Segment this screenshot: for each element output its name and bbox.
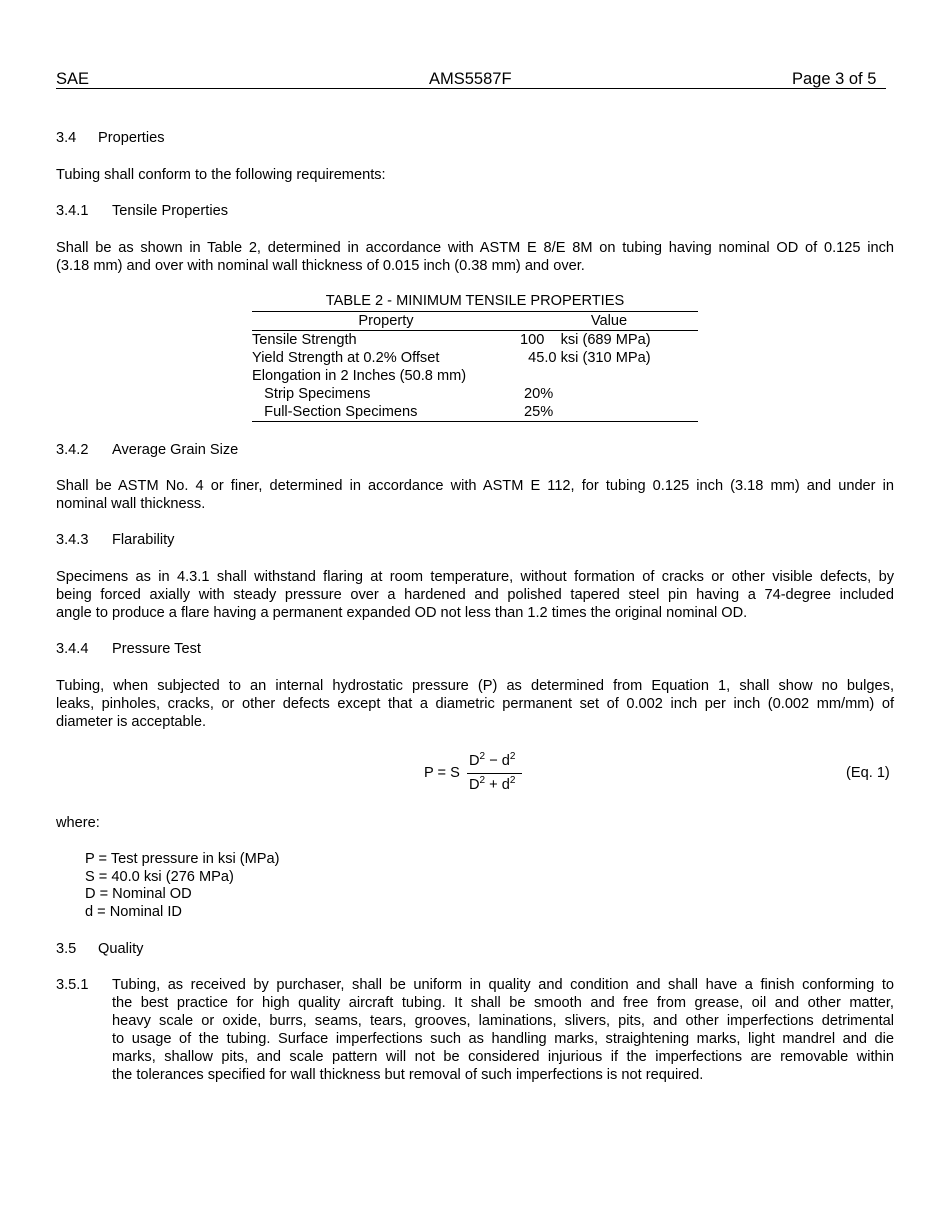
paragraph-line: Specimens as in 4.3.1 shall withstand flaring at room temperature, without formation of cracks or other visible defects, by [56, 569, 894, 585]
table-bottom-rule [252, 421, 698, 422]
definition-item: D = Nominal OD [85, 886, 192, 902]
fraction-bar [467, 773, 522, 774]
exponent: 2 [479, 751, 486, 762]
equation-denominator [469, 777, 515, 793]
section-3-4-4-number: 3.4.4 [56, 641, 89, 657]
table-cell-property: Yield Strength at 0.2% Offset [252, 350, 440, 366]
exponent: 2 [509, 751, 516, 762]
equation-numerator [469, 753, 515, 769]
table-cell-property: Elongation in 2 Inches (50.8 mm) [252, 368, 467, 384]
table-top-rule [252, 311, 698, 312]
numerator-minus-d: − d [485, 753, 510, 769]
where-label: where: [56, 815, 100, 831]
exponent: 2 [479, 775, 486, 786]
section-3-4-1-title: Tensile Properties [112, 203, 228, 219]
paragraph-line: nominal wall thickness. [56, 496, 206, 512]
section-3-5-number: 3.5 [56, 941, 77, 957]
header-left: SAE [56, 70, 90, 88]
section-3-5-title: Quality [98, 941, 144, 957]
table-header-property: Property [358, 313, 414, 329]
section-3-5-1-number: 3.5.1 [56, 977, 89, 993]
paragraph-line: marks, shallow pits, and scale pattern will not be considered injurious if the imperfections are removable within [112, 1049, 894, 1065]
section-3-4-2-number: 3.4.2 [56, 442, 89, 458]
intro-text: Tubing shall conform to the following requirements: [56, 167, 386, 183]
paragraph-line: leaks, pinholes, cracks, or other defects except that a diametric permanent set of 0.002 inch per inch (0.002 mm/mm) of [56, 696, 894, 712]
table-cell-value: 25% [524, 404, 554, 420]
paragraph-line: the best practice for high quality aircraft tubing. It shall be smooth and free from grease, oil and other matter, [112, 995, 894, 1011]
section-3-4-4-title: Pressure Test [112, 641, 201, 657]
header-right: Page 3 of 5 [792, 70, 877, 88]
paragraph-line: Tubing, when subjected to an internal hydrostatic pressure (P) as determined from Equation 1, shall show no bulges, [56, 678, 894, 694]
section-3-4-number: 3.4 [56, 130, 77, 146]
definition-item: P = Test pressure in ksi (MPa) [85, 851, 280, 867]
paragraph-line: Shall be as shown in Table 2, determined in accordance with ASTM E 8/E 8M on tubing having nominal OD of 0.125 inch [56, 240, 894, 256]
table-cell-property: Tensile Strength [252, 332, 357, 348]
denominator-d: D [469, 777, 480, 793]
paragraph-line: diameter is acceptable. [56, 714, 207, 730]
definition-item: S = 40.0 ksi (276 MPa) [85, 869, 234, 885]
table-cell-value: 20% [524, 386, 554, 402]
table-cell-property: Full-Section Specimens [252, 404, 418, 420]
table-cell-value: 45.0 ksi (310 MPa) [520, 350, 651, 366]
section-3-4-3-number: 3.4.3 [56, 532, 89, 548]
paragraph-line: heavy scale or oxide, burrs, seams, tears, grooves, laminations, slivers, pits, and other imperfections detrimental [112, 1013, 894, 1029]
equation-label: (Eq. 1) [846, 765, 890, 781]
paragraph-line: (3.18 mm) and over with nominal wall thickness of 0.015 inch (0.38 mm) and over. [56, 258, 585, 274]
table-header-value: Value [590, 313, 628, 329]
table-cell-property: Strip Specimens [252, 386, 371, 402]
table-title: TABLE 2 - MINIMUM TENSILE PROPERTIES [325, 293, 625, 309]
paragraph-line: angle to produce a flare having a permanent expanded OD not less than 1.2 times the original nominal OD. [56, 605, 748, 621]
definition-item: d = Nominal ID [85, 904, 182, 920]
paragraph-line: to usage of the tubing. Surface imperfections such as handling marks, straightening marks, light mandrel and die [112, 1031, 894, 1047]
numerator-d: D [469, 753, 480, 769]
section-3-4-1-number: 3.4.1 [56, 203, 89, 219]
paragraph-line: being forced axially with steady pressure over a hardened and polished tapered steel pin having a 74-degree included [56, 587, 894, 603]
table-header-rule [252, 330, 698, 331]
section-3-4-3-title: Flarability [112, 532, 175, 548]
paragraph-line: Tubing, as received by purchaser, shall be uniform in quality and condition and shall have a finish conforming to [112, 977, 894, 993]
denominator-plus-d: + d [485, 777, 510, 793]
header-center: AMS5587F [429, 70, 512, 88]
section-3-4-title: Properties [98, 130, 165, 146]
exponent: 2 [509, 775, 516, 786]
table-cell-value: 100 ksi (689 MPa) [520, 332, 651, 348]
header-rule [56, 88, 886, 89]
section-3-4-2-title: Average Grain Size [112, 442, 239, 458]
equation-lhs: P = S [424, 765, 460, 781]
paragraph-line: Shall be ASTM No. 4 or finer, determined in accordance with ASTM E 112, for tubing 0.125 inch (3.18 mm) and under in [56, 478, 894, 494]
paragraph-line: the tolerances specified for wall thickness but removal of such imperfections is not required. [112, 1067, 704, 1083]
